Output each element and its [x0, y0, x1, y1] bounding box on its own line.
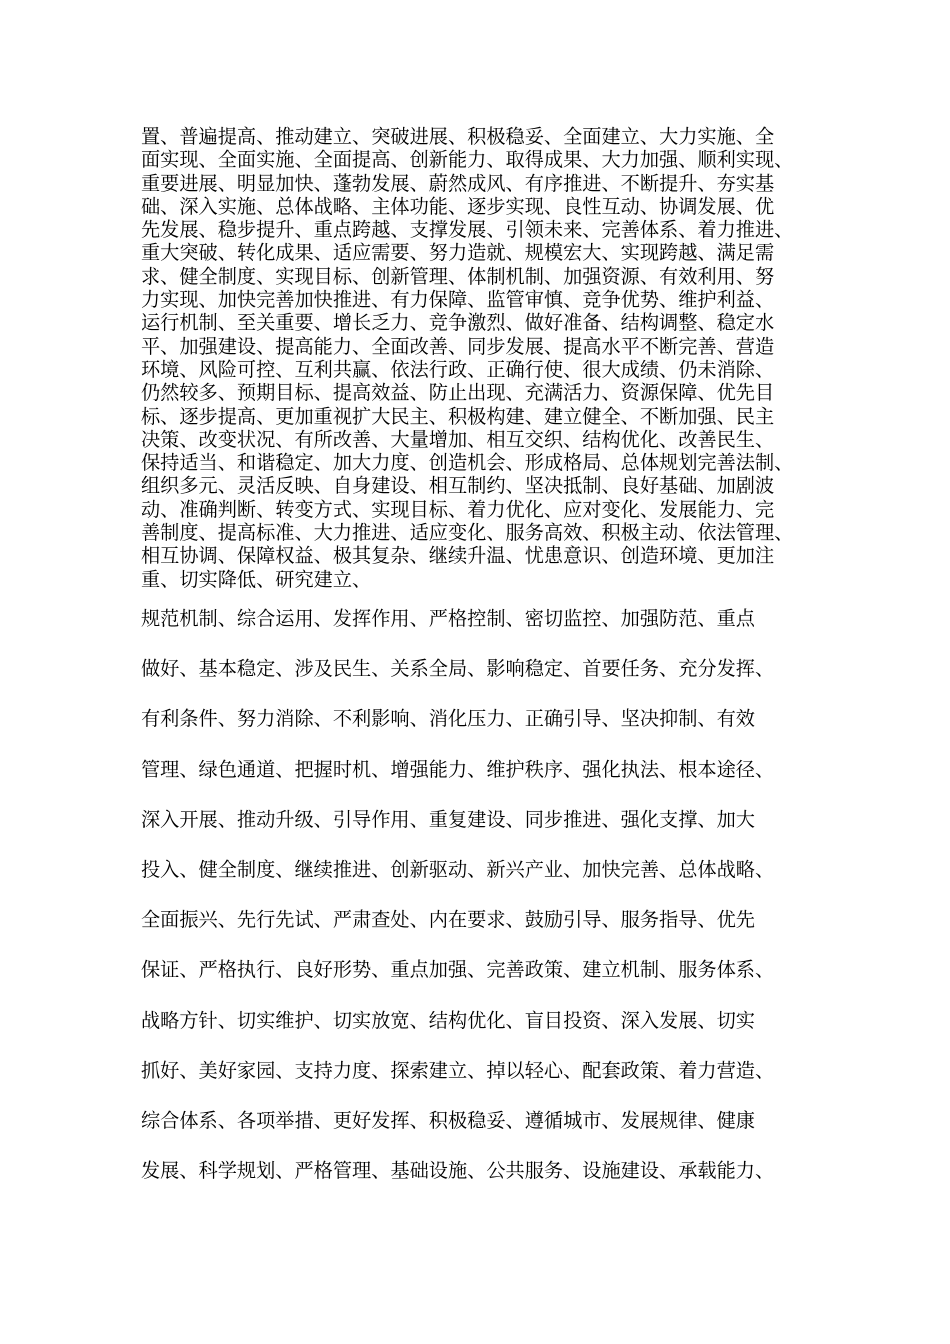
text-line: 保证、严格执行、良好形势、重点加强、完善政策、建立机制、服务体系、	[141, 958, 775, 982]
text-line: 投入、健全制度、继续推进、创新驱动、新兴产业、加快完善、总体战略、	[141, 857, 775, 881]
text-line: 发展、科学规划、严格管理、基础设施、公共服务、设施建设、承载能力、	[141, 1159, 775, 1183]
text-line: 求、健全制度、实现目标、创新管理、体制机制、加强资源、有效利用、努	[141, 264, 775, 288]
text-line: 面实现、全面实施、全面提高、创新能力、取得成果、大力加强、顺利实现、	[141, 148, 794, 172]
text-line: 全面振兴、先行先试、严肃查处、内在要求、鼓励引导、服务指导、优先	[141, 908, 755, 932]
text-line: 善制度、提高标准、大力推进、适应变化、服务高效、积极主动、依法管理、	[141, 521, 794, 545]
text-line: 础、深入实施、总体战略、主体功能、逐步实现、良性互动、协调发展、优	[141, 194, 775, 218]
text-line: 动、准确判断、转变方式、实现目标、着力优化、应对变化、发展能力、完	[141, 497, 775, 521]
text-line: 规范机制、综合运用、发挥作用、严格控制、密切监控、加强防范、重点	[141, 607, 755, 630]
text-line: 组织多元、灵活反映、自身建设、相互制约、坚决抵制、良好基础、加剧波	[141, 474, 775, 498]
text-line: 保持适当、和谐稳定、加大力度、创造机会、形成格局、总体规划完善法制、	[141, 451, 794, 475]
text-line: 平、加强建设、提高能力、全面改善、同步发展、提高水平不断完善、营造	[141, 334, 775, 358]
text-line: 重大突破、转化成果、适应需要、努力造就、规模宏大、实现跨越、满足需	[141, 241, 775, 265]
text-line: 管理、绿色通道、把握时机、增强能力、维护秩序、强化执法、根本途径、	[141, 757, 775, 781]
text-line: 先发展、稳步提升、重点跨越、支撑发展、引领未来、完善体系、着力推进、	[141, 218, 794, 242]
text-line: 力实现、加快完善加快推进、有力保障、监管审慎、竞争优势、维护利益、	[141, 288, 775, 312]
spaced-paragraph	[141, 604, 841, 1206]
text-line: 重要进展、明显加快、蓬勃发展、蔚然成风、有序推进、不断提升、夯实基	[141, 171, 775, 195]
text-line: 重、切实降低、研究建立、	[141, 567, 372, 591]
text-line: 运行机制、至关重要、增长乏力、竞争激烈、做好准备、结构调整、稳定水	[141, 311, 775, 335]
dense-paragraph	[141, 125, 841, 591]
text-line: 有利条件、努力消除、不利影响、消化压力、正确引导、坚决抑制、有效	[141, 707, 755, 731]
text-line: 战略方针、切实维护、切实放宽、结构优化、盲目投资、深入发展、切实	[141, 1008, 755, 1032]
text-line: 抓好、美好家园、支持力度、探索建立、掉以轻心、配套政策、着力营造、	[141, 1058, 775, 1082]
text-line: 决策、改变状况、有所改善、大量增加、相互交织、结构优化、改善民生、	[141, 427, 775, 451]
text-line: 深入开展、推动升级、引导作用、重复建设、同步推进、强化支撑、加大	[141, 807, 755, 831]
text-line: 仍然较多、预期目标、提高效益、防止出现、充满活力、资源保障、优先目	[141, 381, 775, 405]
text-line: 做好、基本稳定、涉及民生、关系全局、影响稳定、首要任务、充分发挥、	[141, 657, 775, 681]
text-line: 环境、风险可控、互利共赢、依法行政、正确行使、很大成绩、仍未消除、	[141, 357, 775, 381]
text-line: 标、逐步提高、更加重视扩大民主、积极构建、建立健全、不断加强、民主	[141, 404, 775, 428]
text-line: 置、普遍提高、推动建立、突破进展、积极稳妥、全面建立、大力实施、全	[141, 125, 775, 148]
text-line: 相互协调、保障权益、极其复杂、继续升温、忧患意识、创造环境、更加注	[141, 544, 775, 568]
text-line: 综合体系、各项举措、更好发挥、积极稳妥、遵循城市、发展规律、健康	[141, 1108, 755, 1132]
